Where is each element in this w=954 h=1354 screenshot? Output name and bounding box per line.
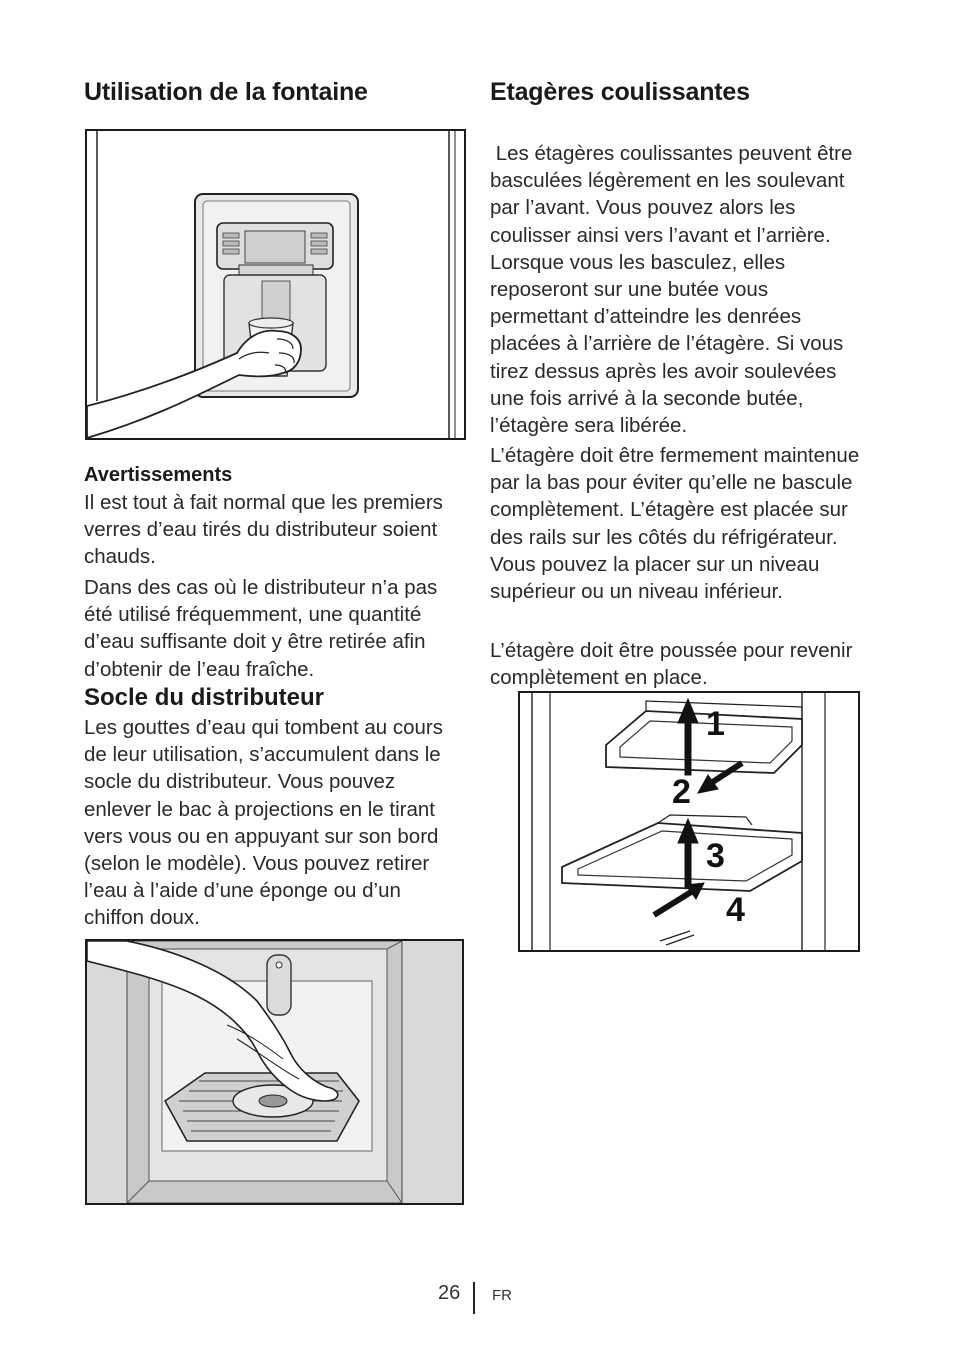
step-label-4: 4 (726, 891, 745, 929)
dispenser-illustration (87, 131, 464, 438)
section-title-fountain: Utilisation de la fontaine (84, 78, 368, 106)
warnings-heading: Avertissements (84, 464, 233, 486)
step-label-3: 3 (706, 837, 725, 875)
step-label-1: 1 (706, 705, 725, 743)
language-code: FR (492, 1287, 512, 1304)
shelves-illustration (520, 693, 858, 950)
shelves-paragraph-2: L’étagère doit être fermement maintenue par la bas pour éviter qu’elle ne bascule complètement. L’étagère est placée sur des rails sur les côtés du réfrigérateur. Vous pouvez la placer sur un niveau supérieur ou un niveau inférieur. (490, 444, 860, 604)
drip-tray-figure (85, 939, 464, 1205)
shelves-figure (518, 691, 860, 952)
socle-paragraph: Les gouttes d’eau qui tombent au cours de leur utilisation, s’accumulent dans le socle du distributeur. Vous pouvez enlever le bac à projections en le tirant vers vous ou en appuyant sur son bord (selon le modèle). Vous pouvez retirer l’eau à l’aide d’une éponge ou d’un chiffon doux. (84, 716, 443, 930)
page-number: 26 (438, 1282, 461, 1304)
warnings-paragraph-1: Il est tout à fait normal que les premiers verres d’eau tirés du distributeur soient chauds. (84, 491, 443, 569)
warnings-paragraph-2: Dans des cas où le distributeur n’a pas été utilisé fréquemment, une quantité d’eau suffisante doit y être retirée afin d’obtenir de l’eau fraîche. (84, 576, 438, 681)
shelves-paragraph-3: L’étagère doit être poussée pour revenir complètement en place. (490, 639, 853, 690)
section-title-shelves: Etagères coulissantes (490, 78, 750, 106)
footer-divider (473, 1282, 475, 1314)
dispenser-figure (85, 129, 466, 440)
socle-heading: Socle du distributeur (84, 684, 325, 711)
step-label-2: 2 (672, 773, 691, 811)
drip-tray-illustration (87, 941, 462, 1203)
shelves-paragraph-1: Les étagères coulissantes peuvent être basculées légèrement en les soulevant par l’avant. Vous pouvez alors les coulisser ainsi vers l’avant et l’arrière. Lorsque vous les basculez, elles reposeront sur une butée vous permettant d’atteindre les denrées placées à l’arrière de l’étagère. Si vous tirez dessus après les avoir soulevées une fois arrivé à la seconde butée, l’étagère sera libérée. (490, 142, 859, 438)
